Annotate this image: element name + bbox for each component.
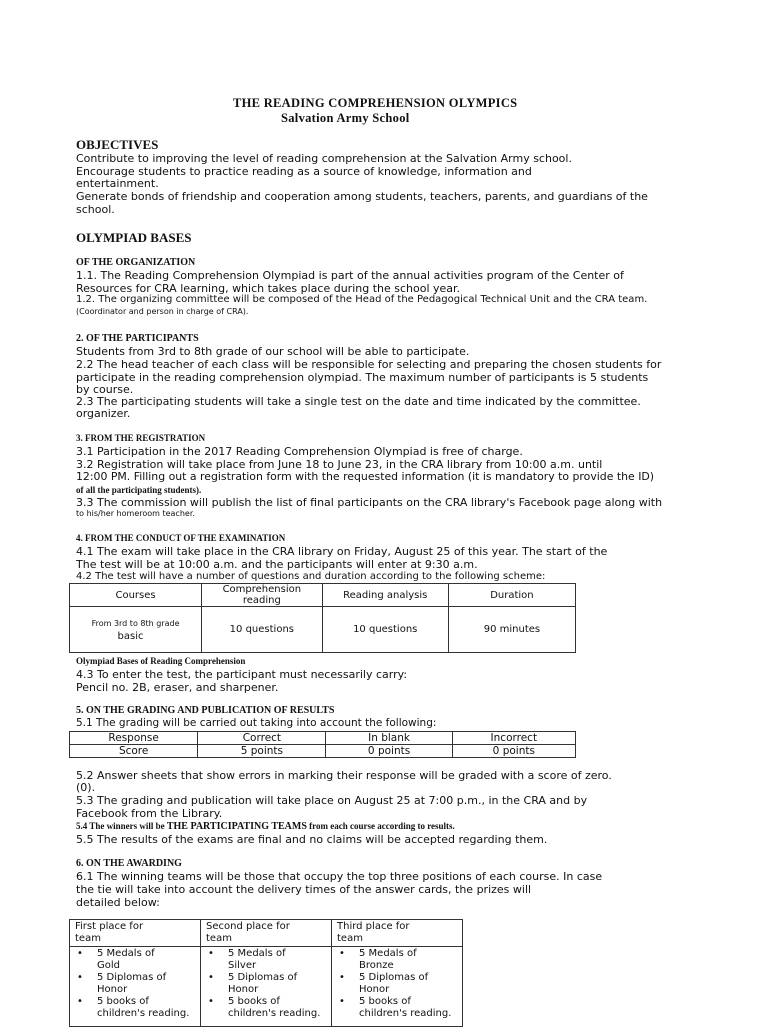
- table-header: First place for team: [70, 920, 201, 947]
- examination-line: 4.3 To enter the test, the participant must necessarily carry:: [76, 668, 408, 681]
- table-cell: 10 questions: [322, 607, 448, 653]
- objectives-line: entertainment.: [76, 177, 159, 190]
- participants-line: 2.2 The head teacher of each class will be responsible for selecting and preparing the chosen students for: [76, 358, 662, 371]
- grading-table: [69, 731, 576, 758]
- table-cell: 90 minutes: [448, 607, 575, 653]
- table-cell: Score: [70, 745, 198, 758]
- table-header: Response: [70, 732, 198, 745]
- list-item: • 5 Medals of Gold: [97, 948, 195, 972]
- table-header: Second place for team: [201, 920, 332, 947]
- awarding-line: 6.1 The winning teams will be those that occupy the top three positions of each course. In case: [76, 870, 603, 883]
- table-header: Duration: [448, 584, 575, 607]
- grading-line: (0).: [76, 781, 96, 794]
- table-header: Comprehension reading: [202, 584, 323, 607]
- grading-line: Facebook from the Library.: [76, 807, 223, 820]
- table-cell: [201, 947, 332, 1027]
- table-cell: 10 questions: [202, 607, 323, 653]
- list-item: • 5 Diplomas of Honor: [97, 972, 195, 996]
- organization-line: 1.2. The organizing committee will be composed of the Head of the Pedagogical Technical Unit and the CRA team.: [76, 294, 648, 305]
- organization-line: Resources for CRA learning, which takes place during the school year.: [76, 282, 461, 295]
- table-header: Courses: [70, 584, 202, 607]
- registration-line: 3.3 The commission will publish the list of final participants on the CRA library's Facebook page along with: [76, 496, 663, 509]
- participants-line: Students from 3rd to 8th grade of our school will be able to participate.: [76, 345, 470, 358]
- organization-line: (Coordinator and person in charge of CRA).: [76, 307, 249, 316]
- grading-line: 5.1 The grading will be carried out taking into account the following:: [76, 717, 437, 729]
- table-header: Correct: [198, 732, 326, 745]
- examination-heading: 4. FROM THE CONDUCT OF THE EXAMINATION: [76, 533, 286, 543]
- course-range: From 3rd to 8th grade: [91, 618, 180, 628]
- awarding-heading: 6. ON THE AWARDING: [76, 858, 182, 869]
- examination-line: The test will be at 10:00 a.m. and the participants will enter at 9:30 a.m.: [76, 558, 478, 571]
- objectives-line: Encourage students to practice reading as a source of knowledge, information and: [76, 165, 532, 178]
- participants-line: 2.3 The participating students will take a single test on the date and time indicated by the committee.: [76, 395, 641, 408]
- table-cell: [332, 947, 463, 1027]
- grading-line: 5.3 The grading and publication will take place on August 25 at 7:00 p.m., in the CRA and by: [76, 794, 588, 807]
- prizes-table: [69, 919, 463, 1027]
- participants-line: participate in the reading comprehension olympiad. The maximum number of participants is 5 students: [76, 371, 649, 384]
- objectives-line: Generate bonds of friendship and cooperation among students, teachers, parents, and guardians of the: [76, 190, 648, 203]
- participants-heading: 2. OF THE PARTICIPANTS: [76, 333, 199, 344]
- registration-heading: 3. FROM THE REGISTRATION: [76, 433, 206, 443]
- participants-line: by course.: [76, 383, 134, 396]
- registration-line: 3.2 Registration will take place from June 18 to June 23, in the CRA library from 10:00 a.m. until: [76, 458, 603, 471]
- grading-line: 5.4 The winners will be THE PARTICIPATING TEAMS from each course according to results.: [76, 821, 455, 832]
- awarding-line: the tie will take into account the delivery times of the answer cards, the prizes will: [76, 883, 532, 896]
- registration-line: 3.1 Participation in the 2017 Reading Comprehension Olympiad is free of charge.: [76, 445, 523, 458]
- page-subtitle: Salvation Army School: [281, 111, 410, 125]
- bases-heading: OLYMPIAD BASES: [76, 230, 192, 245]
- table-cell: 0 points: [326, 745, 452, 758]
- awarding-line: detailed below:: [76, 896, 160, 909]
- grading-line: 5.5 The results of the exams are final and no claims will be accepted regarding them.: [76, 833, 548, 846]
- objectives-line: school.: [76, 203, 115, 216]
- table-cell: 5 points: [198, 745, 326, 758]
- grading-line: 5.2 Answer sheets that show errors in marking their response will be graded with a score of zero.: [76, 769, 612, 782]
- page-title: THE READING COMPREHENSION OLYMPICS: [233, 96, 518, 110]
- objectives-line: Contribute to improving the level of reading comprehension at the Salvation Army school.: [76, 152, 572, 165]
- table-cell: [70, 947, 201, 1027]
- registration-line: 12:00 PM. Filling out a registration form with the requested information (it is mandatory to provide the ID): [76, 470, 655, 483]
- table-cell: [70, 607, 202, 653]
- list-item: • 5 Diplomas of Honor: [228, 972, 326, 996]
- table-header: In blank: [326, 732, 452, 745]
- organization-heading: OF THE ORGANIZATION: [76, 257, 196, 268]
- list-item: • 5 books of children's reading.: [97, 996, 195, 1020]
- list-item: • 5 books of children's reading.: [359, 996, 457, 1020]
- table-header: Incorrect: [452, 732, 575, 745]
- examination-line: Pencil no. 2B, eraser, and sharpener.: [76, 681, 279, 694]
- registration-line: to his/her homeroom teacher.: [76, 509, 195, 518]
- table-header: Third place for team: [332, 920, 463, 947]
- participants-line: organizer.: [76, 407, 131, 420]
- examination-line: 4.2 The test will have a number of questions and duration according to the following scheme:: [76, 571, 546, 582]
- course-level: basic: [117, 630, 144, 642]
- table-header: Reading analysis: [322, 584, 448, 607]
- table-cell: 0 points: [452, 745, 575, 758]
- examination-line: 4.1 The exam will take place in the CRA library on Friday, August 25 of this year. The start of the: [76, 545, 608, 558]
- organization-line: 1.1. The Reading Comprehension Olympiad is part of the annual activities program of the Center of: [76, 269, 624, 282]
- exam-scheme-table: [69, 583, 576, 653]
- bases-note: Olympiad Bases of Reading Comprehension: [76, 656, 246, 666]
- list-item: • 5 books of children's reading.: [228, 996, 326, 1020]
- list-item: • 5 Medals of Silver: [228, 948, 326, 972]
- list-item: • 5 Diplomas of Honor: [359, 972, 457, 996]
- list-item: • 5 Medals of Bronze: [359, 948, 457, 972]
- registration-line: of all the participating students).: [76, 485, 202, 495]
- grading-heading: 5. ON THE GRADING AND PUBLICATION OF RESULTS: [76, 705, 335, 716]
- objectives-heading: OBJECTIVES: [76, 137, 159, 152]
